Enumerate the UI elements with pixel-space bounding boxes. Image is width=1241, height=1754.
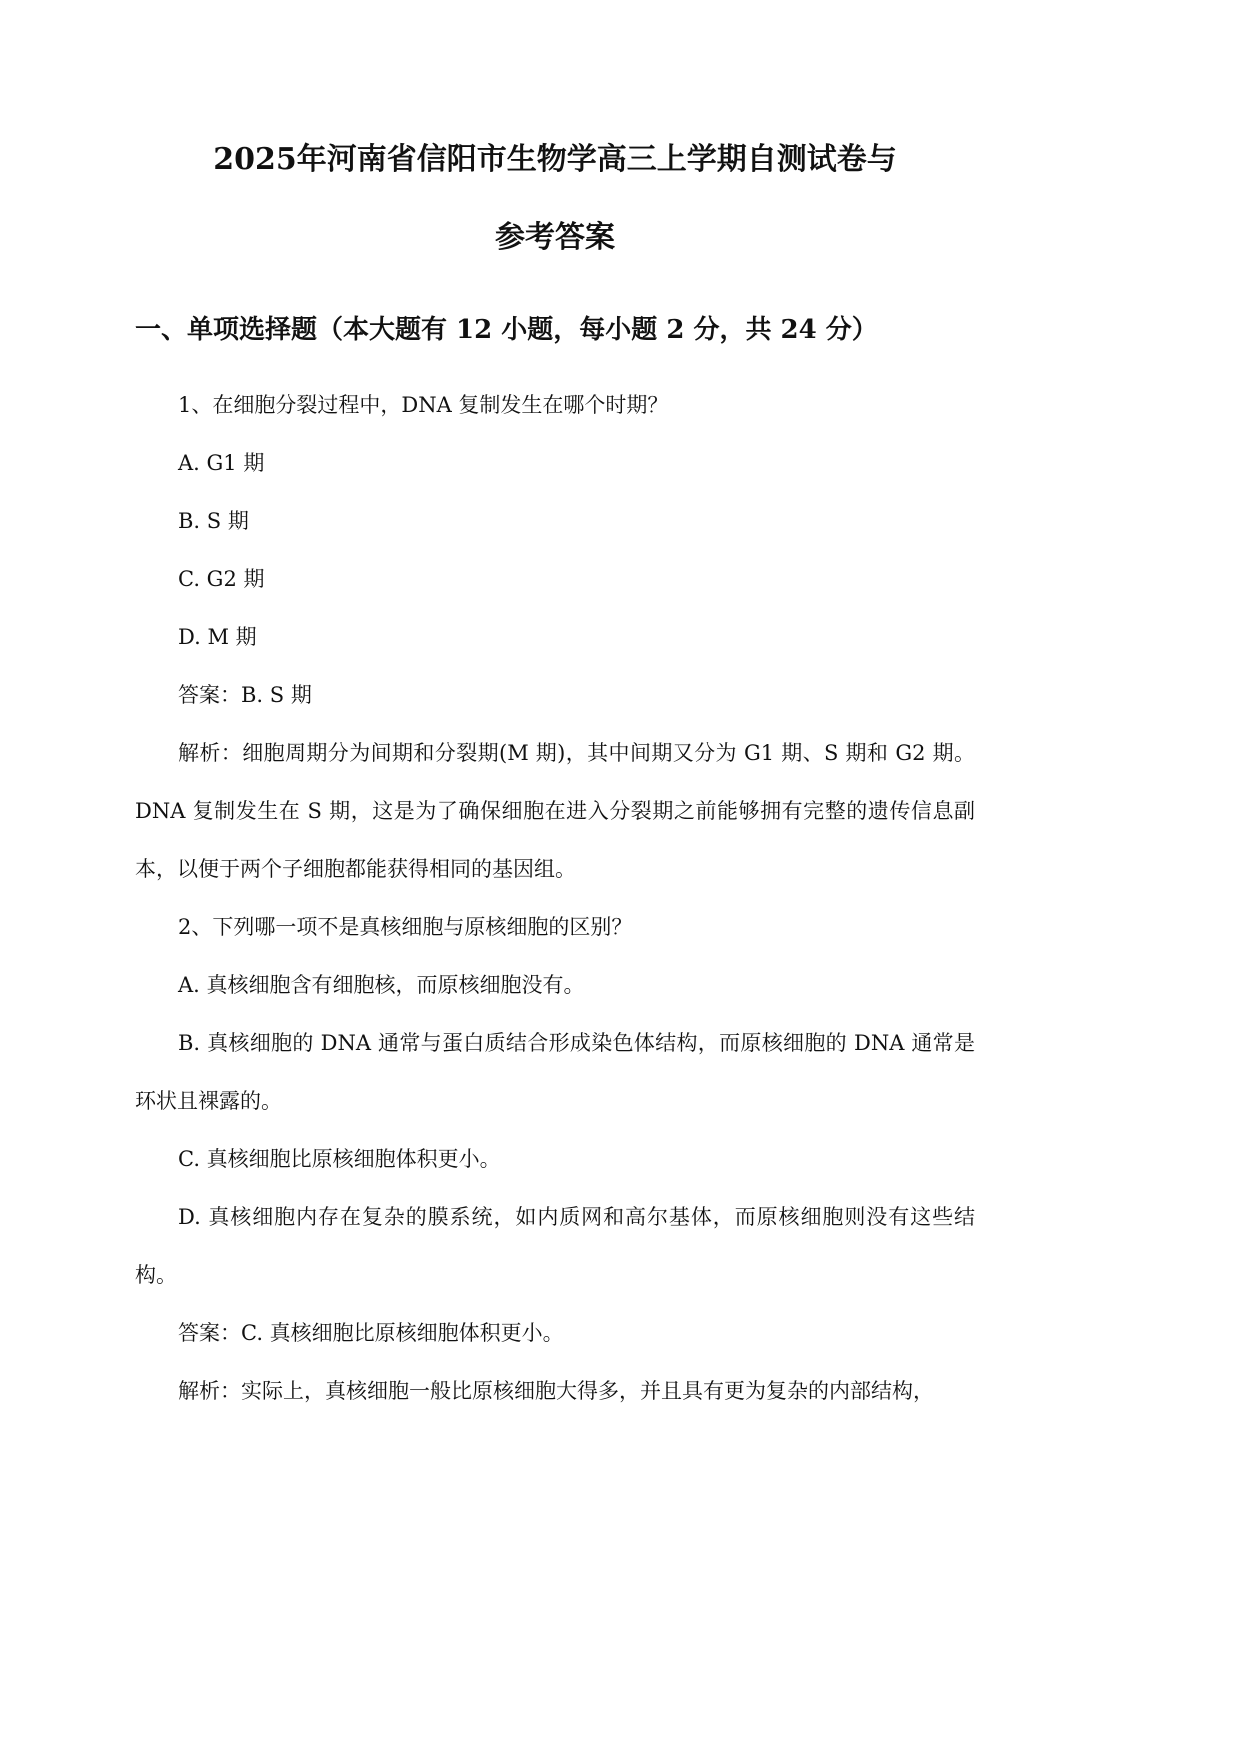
question-stem: 1、在细胞分裂过程中，DNA 复制发生在哪个时期？ xyxy=(178,393,669,417)
option-b: B. S 期 xyxy=(178,509,249,533)
option-d: D. M 期 xyxy=(178,625,257,649)
option-c: C. 真核细胞比原核细胞体积更小。 xyxy=(178,1147,501,1171)
section-heading: 一、单项选择题（本大题有 12 小题，每小题 2 分，共 24 分） xyxy=(135,315,878,345)
option-c: C. G2 期 xyxy=(178,567,265,591)
page-title-line1: 2025年河南省信阳市生物学高三上学期自测试卷与 xyxy=(213,142,897,177)
page-title-line2: 参考答案 xyxy=(495,220,615,255)
option-d: D. 真核细胞内存在复杂的膜系统，如内质网和高尔基体，而原核细胞则没有这些结构。 xyxy=(135,1205,975,1287)
option-a: A. G1 期 xyxy=(178,451,265,475)
option-a: A. 真核细胞含有细胞核，而原核细胞没有。 xyxy=(178,973,585,997)
page-content xyxy=(135,121,975,1420)
analysis: 解析：实际上，真核细胞一般比原核细胞大得多，并且具有更为复杂的内部结构， xyxy=(178,1379,934,1403)
answer: 答案：B. S 期 xyxy=(178,683,312,707)
option-b: B. 真核细胞的 DNA 通常与蛋白质结合形成染色体结构，而原核细胞的 DNA 通常是环状且裸露的。 xyxy=(135,1031,975,1113)
question-stem: 2、下列哪一项不是真核细胞与原核细胞的区别？ xyxy=(178,915,633,939)
question-2 xyxy=(135,898,975,1420)
answer: 答案：C. 真核细胞比原核细胞体积更小。 xyxy=(178,1321,564,1345)
question-1 xyxy=(135,376,975,898)
analysis: 解析：细胞周期分为间期和分裂期(M 期)，其中间期又分为 G1 期、S 期和 G2 期。DNA 复制发生在 S 期，这是为了确保细胞在进入分裂期之前能够拥有完整的遗传信息副本，以便于两个子细胞都能获得相同的基因组。 xyxy=(135,741,975,881)
